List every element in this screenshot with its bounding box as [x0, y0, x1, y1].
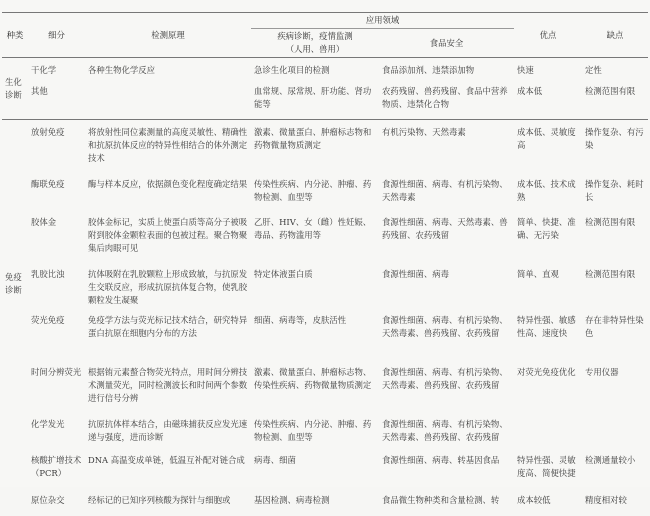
pros-cell: 成本低、灵敏度高: [514, 120, 582, 172]
comparison-table: [2, 12, 648, 516]
table-row: [2, 120, 648, 172]
table-row: [2, 448, 648, 488]
principle-cell: 根据铕元素螯合物荧光特点，用时间分辨技术测量荧光，同时检测波长和时间两个参数进行信号分辨: [88, 366, 248, 403]
table-row: [2, 412, 648, 448]
food-cell: 食源性细菌、病毒、有机污染物、天然毒素、兽药残留、农药残留: [382, 418, 508, 442]
header-disease: [251, 29, 379, 58]
disease-cell: 传染性疾病、内分泌、肿瘤、药物检测、血型等: [254, 178, 372, 202]
food-cell: 食源性细菌、病毒、天然毒素、兽药残留、农药残留: [382, 216, 508, 240]
food-cell: 食源性细菌、病毒、有机污染物、天然毒素: [382, 178, 508, 202]
sub-cell: 核酸扩增技术（PCR）: [31, 454, 82, 478]
food-cell: 食源性细菌、病毒: [382, 268, 449, 279]
pros-cell: 成本较低: [517, 494, 551, 505]
principle-cell: DNA 高温变成单链，低温互补配对链合成: [88, 454, 245, 465]
disease-cell: 细菌、病毒等，皮肤活性: [254, 314, 347, 325]
header-disease-title: 疾病诊断，疫情监测: [277, 31, 353, 41]
table-row: [2, 488, 648, 516]
sub-cell: 放射免疫: [28, 120, 85, 172]
principle-cell: 胶体金标记，实质上使蛋白质等高分子被吸附到胶体金颗粒表面的包被过程。聚合物聚集后肉眼可见: [88, 216, 248, 253]
disease-cell: 急诊生化项目的检测: [251, 58, 379, 84]
pros-cell: 对荧光免疫优化: [517, 366, 576, 377]
cons-cell: 定性: [582, 58, 648, 84]
header-pros: 优点: [514, 13, 582, 58]
cons-cell: [582, 412, 648, 448]
table-row: [2, 262, 648, 308]
table-body: [2, 58, 648, 516]
sub-cell: 酶联免疫: [31, 178, 65, 189]
disease-cell: 传染性疾病、内分泌、肿瘤、药物检测、血型等: [254, 418, 372, 442]
pros-cell: 简单、快捷、准确、无污染: [517, 216, 576, 240]
sub-cell: 化学发光: [31, 418, 65, 429]
food-cell: 有机污染物、天然毒素: [379, 120, 514, 172]
cons-cell: 检测通量较小: [585, 454, 636, 465]
cons-cell: 检测范围有限: [585, 85, 636, 96]
sub-cell: 时间分辨荧光: [31, 366, 82, 377]
sub-cell: 其他: [31, 85, 48, 96]
header-sub: 细分: [28, 13, 85, 58]
principle-cell: 经标记的已知序列核酸为探针与细胞或: [88, 494, 231, 505]
table-row: [2, 172, 648, 210]
sub-cell: 乳胶比浊: [31, 268, 65, 279]
disease-cell: 基因检测、病毒检测: [254, 494, 330, 505]
header-row: [2, 13, 648, 29]
header-kind: 种类: [2, 13, 28, 58]
kind-cell: [2, 448, 28, 516]
cons-cell: 存在非特异性染色: [585, 314, 644, 338]
header-app-domain: 应用领域: [251, 13, 514, 29]
food-cell: 食源性细菌、病毒、转基因食品: [382, 454, 500, 465]
header-principle: 检测原理: [85, 13, 251, 58]
pros-cell: 快速: [514, 58, 582, 84]
principle-cell: 免疫学方法与荧光标记技术结合，研究特异蛋白抗原在细胞内分布的方法: [88, 314, 248, 338]
pros-cell: 特异性强、敏感性高、速度快: [517, 314, 576, 338]
principle-cell: 酶与样本反应，依据颜色变化程度确定结果: [88, 178, 248, 189]
pros-cell: 特异性强、灵敏度高、简便快捷: [517, 454, 576, 478]
food-cell: 食源性细菌、病毒、有机污染物、天然毒素、兽药残留、农药残留: [382, 314, 508, 338]
header-cons: 缺点: [582, 13, 648, 58]
food-cell: 农药残留、兽药残留、食品中营养物质、违禁化合物: [382, 85, 508, 109]
disease-cell: 激素、微量蛋白、肿瘤标志物和药物微量物质测定: [251, 120, 379, 172]
pros-cell: 成本低: [517, 85, 543, 96]
principle-cell: 各种生物化学反应: [85, 58, 251, 84]
disease-cell: 乙肝、HIV、女（雌）性妊娠、毒品、药物滥用等: [254, 216, 372, 240]
disease-cell: 特定体液蛋白质: [254, 268, 313, 279]
cons-cell: 操作复杂、有污染: [582, 120, 648, 172]
food-cell: 食源性细菌、病毒、有机污染物、天然毒素、兽药残留、农药残留: [382, 366, 508, 390]
disease-cell: 激素、微量蛋白、肿瘤标志物、传染性疾病、药物微量物质测定: [254, 366, 372, 390]
table-row: [2, 308, 648, 360]
sub-cell: 荧光免疫: [31, 314, 65, 325]
principle-cell: [85, 84, 251, 120]
principle-cell: 将放射性同位素测量的高度灵敏性、精确性和抗原抗体反应的特异性相结合的体外测定技术: [85, 120, 251, 172]
kind-cell: 免疫诊断: [2, 120, 28, 448]
header-food: 食品安全: [379, 29, 514, 58]
header-disease-sub: （人用、兽用）: [285, 44, 345, 54]
table-row: [2, 84, 648, 120]
table-row: [2, 58, 648, 84]
sub-cell: 原位杂交: [31, 494, 65, 505]
table-row: [2, 360, 648, 412]
sub-cell: 干化学: [28, 58, 85, 84]
food-cell: 食品微生物种类和含量检测、转: [382, 494, 500, 505]
sub-cell: 胶体金: [31, 216, 57, 227]
cons-cell: 精度相对较: [585, 494, 627, 505]
principle-cell: 抗原抗体样本结合，由磁珠捕获反应发光速递与强度，进而诊断: [88, 418, 248, 442]
cons-cell: 检测范围有限: [585, 268, 636, 279]
pros-cell: 成本低、技术成熟: [517, 178, 576, 202]
principle-cell: 抗体吸附在乳胶颗粒上形成致敏，与抗原发生交联反应，形成抗原抗体复合物，使乳胶颗粒发生凝聚: [88, 268, 248, 305]
cons-cell: 操作复杂、耗时长: [585, 178, 644, 202]
pros-cell: [514, 412, 582, 448]
kind-cell: 生化诊断: [2, 58, 28, 120]
cons-cell: 检测范围有限: [585, 216, 636, 227]
cons-cell: 专用仪器: [585, 366, 619, 377]
disease-cell: 病毒、细菌: [254, 454, 296, 465]
disease-cell: 血常规、尿常规、肝功能、肾功能等: [254, 85, 372, 109]
table-row: [2, 210, 648, 262]
pros-cell: 简单、直观: [517, 268, 559, 279]
food-cell: 食品添加剂、违禁添加物: [379, 58, 514, 84]
